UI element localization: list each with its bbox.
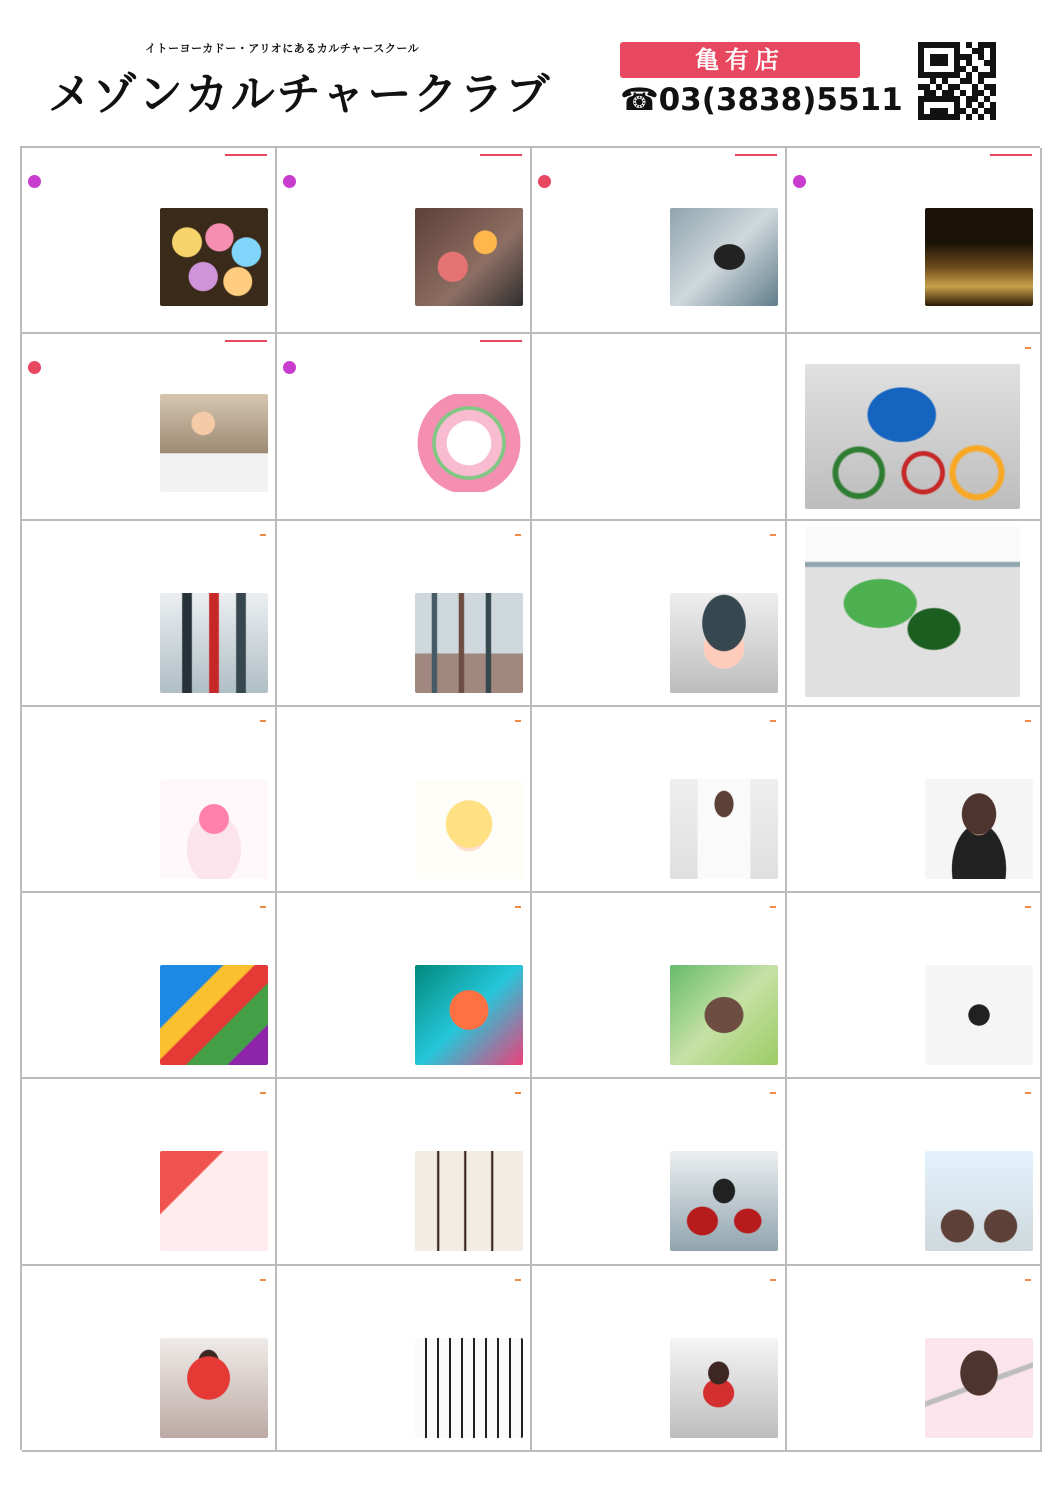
course-card[interactable]: [277, 893, 532, 1079]
store-code-badge: [990, 154, 1032, 156]
course-code: [1025, 1272, 1034, 1288]
course-subtitle: [538, 735, 779, 745]
course-schedule-block: [28, 1072, 156, 1073]
course-title: [283, 170, 524, 191]
course-grid: [20, 146, 1040, 1450]
course-subtitle: [283, 1294, 524, 1304]
course-title: [538, 170, 779, 191]
course-schedule-block: [28, 700, 156, 701]
course-photo: [160, 208, 268, 306]
course-subtitle: [538, 921, 779, 931]
course-photo: [925, 779, 1033, 879]
course-number-tag: [515, 534, 521, 536]
course-schedule-block: [793, 1445, 921, 1446]
store-code-badge: [225, 340, 267, 342]
course-schedule-block: [283, 514, 411, 515]
course-code: [1025, 713, 1034, 729]
course-title: [793, 170, 1034, 191]
course-schedule-block: [283, 700, 411, 701]
course-card[interactable]: [22, 893, 277, 1079]
course-photo: [160, 1338, 268, 1438]
course-photo: [805, 527, 1020, 697]
w-icon: [283, 361, 296, 374]
course-subtitle: [793, 735, 1034, 745]
course-number-tag: [1025, 347, 1031, 349]
course-subtitle: [538, 1294, 779, 1304]
course-schedule-block: [28, 1259, 156, 1260]
course-code: [770, 1272, 779, 1288]
course-card[interactable]: [532, 1266, 787, 1452]
course-schedule-block: [662, 400, 778, 401]
course-photo: [925, 208, 1033, 306]
course-photo: [670, 779, 778, 879]
course-schedule-block: [283, 1445, 411, 1446]
course-schedule-block: [538, 886, 666, 887]
course-subtitle: [283, 160, 524, 170]
course-photo: [670, 593, 778, 693]
course-code: [515, 1085, 524, 1101]
course-schedule-block: [538, 327, 666, 328]
course-schedule-block: [283, 327, 411, 328]
brand-title: メゾンカルチャークラブ: [48, 69, 552, 120]
course-card[interactable]: [22, 707, 277, 893]
course-code: [260, 713, 269, 729]
course-schedule-block: [28, 514, 156, 515]
course-card[interactable]: [277, 1266, 532, 1452]
course-photo: [160, 779, 268, 879]
course-code: [770, 899, 779, 915]
course-schedule-block: [793, 1072, 921, 1073]
course-number-tag: [515, 1279, 521, 1281]
store-name-badge: 亀有店: [620, 42, 860, 78]
course-photo: [670, 965, 778, 1065]
course-schedule-block: [793, 886, 921, 887]
course-subtitle: [793, 1294, 1034, 1304]
course-card[interactable]: [22, 521, 277, 707]
course-card[interactable]: [532, 707, 787, 893]
course-number-tag: [770, 906, 776, 908]
course-title: [28, 356, 269, 377]
course-card[interactable]: [787, 707, 1042, 893]
course-schedule-block: [283, 1259, 411, 1260]
course-subtitle: [28, 1294, 269, 1304]
course-number-tag: [260, 1092, 266, 1094]
course-number-tag: [1025, 1092, 1031, 1094]
course-code: [515, 899, 524, 915]
course-code: [260, 899, 269, 915]
course-photo: [160, 965, 268, 1065]
course-schedule-block: [283, 1072, 411, 1073]
course-number-tag: [1025, 906, 1031, 908]
course-card[interactable]: [787, 1079, 1042, 1265]
w-icon: [793, 175, 806, 188]
category-icons: [28, 357, 41, 377]
course-subtitle: [28, 735, 269, 745]
course-photo: [160, 394, 268, 492]
course-subtitle: [283, 346, 524, 356]
qr-code-icon[interactable]: [918, 42, 996, 120]
course-photo: [415, 1338, 523, 1438]
course-card[interactable]: [532, 334, 787, 520]
course-number-tag: [770, 1092, 776, 1094]
course-subtitle: [538, 1107, 779, 1117]
course-code: [1025, 340, 1034, 356]
course-card[interactable]: [787, 893, 1042, 1079]
course-number-tag: [515, 1092, 521, 1094]
course-number-tag: [515, 906, 521, 908]
course-subtitle: [283, 549, 524, 559]
course-schedule-block: [793, 1259, 921, 1260]
course-photo: [415, 965, 523, 1065]
course-card[interactable]: [787, 1266, 1042, 1452]
course-card[interactable]: [277, 707, 532, 893]
course-schedule-block: [538, 1445, 666, 1446]
course-code: [515, 713, 524, 729]
course-subtitle: [793, 921, 1034, 931]
course-subtitle: [283, 735, 524, 745]
category-icons: [793, 171, 806, 191]
page-header: [0, 0, 1061, 140]
course-card[interactable]: [22, 334, 277, 520]
phone-number[interactable]: ☎03(3838)5511: [620, 82, 903, 118]
course-photo: [670, 1151, 778, 1251]
course-card[interactable]: [22, 1266, 277, 1452]
course-number-tag: [515, 720, 521, 722]
course-card[interactable]: [532, 521, 787, 707]
course-schedule-block: [28, 1445, 156, 1446]
course-photo: [160, 1151, 268, 1251]
course-title: [283, 356, 524, 377]
course-number-tag: [260, 534, 266, 536]
course-number-tag: [770, 720, 776, 722]
new-icon: [538, 175, 551, 188]
category-icons: [283, 357, 296, 377]
course-card[interactable]: [532, 148, 787, 334]
course-photo: [415, 1151, 523, 1251]
course-code: [770, 713, 779, 729]
category-icons: [283, 171, 296, 191]
course-schedule-block: [28, 886, 156, 887]
category-icons: [538, 171, 551, 191]
course-photo: [415, 394, 523, 492]
course-photo: [415, 779, 523, 879]
course-schedule-block: [538, 1072, 666, 1073]
course-card[interactable]: [277, 334, 532, 520]
course-subtitle: [283, 1107, 524, 1117]
course-code: [260, 1272, 269, 1288]
course-code: [260, 527, 269, 543]
course-photo: [925, 1151, 1033, 1251]
course-title: [28, 170, 269, 191]
course-subtitle: [538, 549, 779, 559]
course-photo: [415, 593, 523, 693]
course-code: [1025, 899, 1034, 915]
course-schedule-block: [538, 700, 666, 701]
course-schedule-block: [538, 1259, 666, 1260]
store-code-badge: [735, 154, 777, 156]
course-subtitle: [28, 160, 269, 170]
course-photo: [925, 965, 1033, 1065]
course-number-tag: [770, 1279, 776, 1281]
course-subtitle: [28, 346, 269, 356]
new-icon: [28, 361, 41, 374]
course-card[interactable]: [787, 148, 1042, 334]
course-subtitle: [793, 1107, 1034, 1117]
course-number-tag: [260, 906, 266, 908]
store-code-badge: [480, 340, 522, 342]
course-number-tag: [260, 1279, 266, 1281]
course-schedule-block: [793, 327, 921, 328]
course-number-tag: [1025, 720, 1031, 722]
course-subtitle: [538, 362, 779, 372]
course-schedule-block: [283, 886, 411, 887]
course-code: [515, 527, 524, 543]
course-card[interactable]: [22, 1079, 277, 1265]
course-subtitle: [28, 921, 269, 931]
category-icons: [28, 171, 41, 191]
store-code-badge: [480, 154, 522, 156]
course-number-tag: [1025, 1279, 1031, 1281]
w-icon: [28, 175, 41, 188]
course-code: [1025, 1085, 1034, 1101]
course-card[interactable]: [787, 334, 1042, 520]
course-photo: [160, 593, 268, 693]
course-photo: [805, 364, 1020, 509]
course-photo: [670, 1338, 778, 1438]
store-code-badge: [225, 154, 267, 156]
course-subtitle: [28, 549, 269, 559]
course-photo: [415, 208, 523, 306]
course-number-tag: [260, 720, 266, 722]
course-card[interactable]: [532, 893, 787, 1079]
course-card[interactable]: [277, 148, 532, 334]
course-card[interactable]: [532, 1079, 787, 1265]
w-icon: [283, 175, 296, 188]
course-subtitle: [793, 160, 1034, 170]
course-subtitle: [283, 921, 524, 931]
course-card[interactable]: [22, 148, 277, 334]
course-subtitle: [538, 160, 779, 170]
course-code: [770, 527, 779, 543]
tagline: イトーヨーカドー・アリオにあるカルチャースクール: [145, 42, 420, 55]
course-code: [260, 1085, 269, 1101]
course-schedule-block: [28, 327, 156, 328]
course-code: [770, 1085, 779, 1101]
course-subtitle: [28, 1107, 269, 1117]
course-card[interactable]: [277, 521, 532, 707]
course-card[interactable]: [787, 521, 1042, 707]
course-photo: [670, 208, 778, 306]
course-code: [515, 1272, 524, 1288]
course-number-tag: [770, 534, 776, 536]
course-photo: [925, 1338, 1033, 1438]
course-card[interactable]: [277, 1079, 532, 1265]
